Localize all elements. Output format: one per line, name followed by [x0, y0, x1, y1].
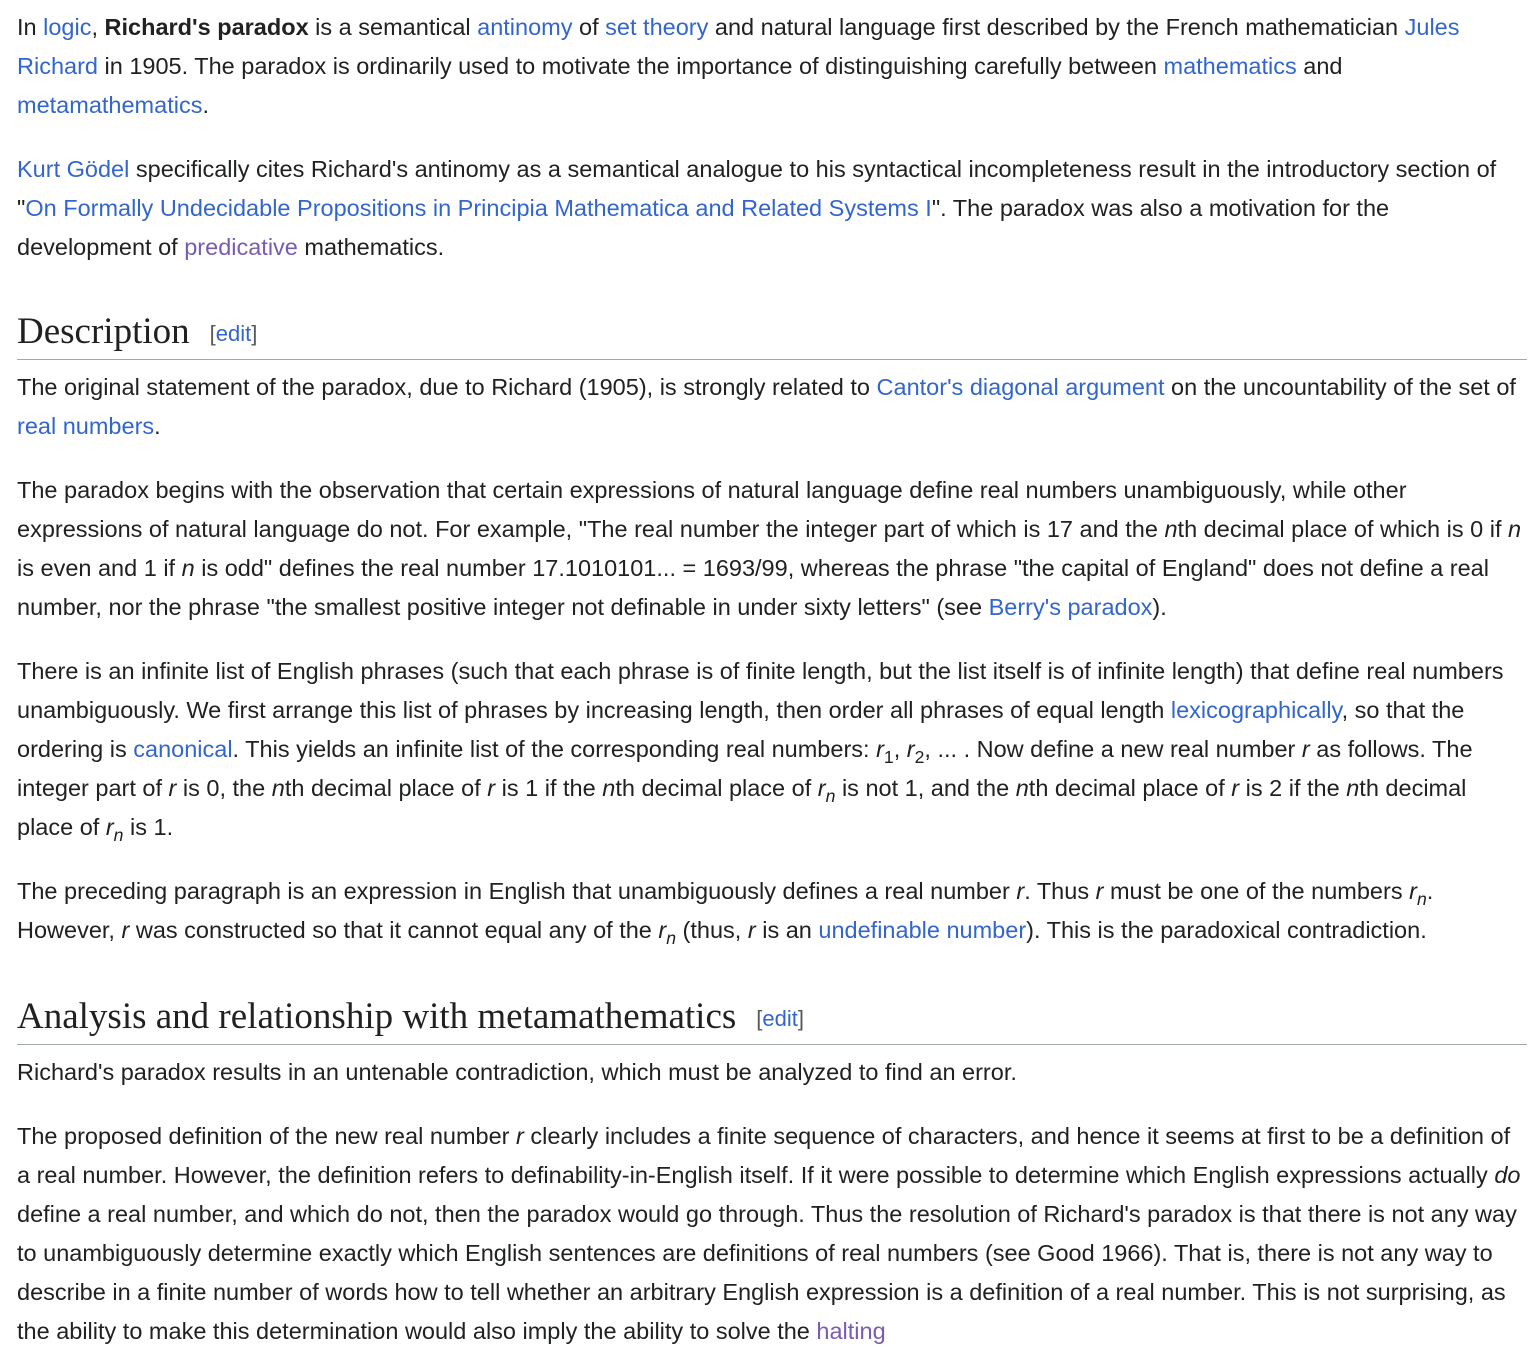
- edit-link[interactable]: edit: [215, 321, 252, 346]
- description-paragraph-2: [17, 471, 1527, 627]
- text: as follows. The integer part of: [17, 736, 1473, 801]
- link-cantors-diagonal-argument[interactable]: Cantor's diagonal argument: [876, 374, 1165, 400]
- text: mathematics.: [297, 234, 445, 260]
- text: is 1 if the: [495, 775, 603, 801]
- link-antinomy[interactable]: antinomy: [477, 14, 573, 40]
- text: of: [572, 14, 606, 40]
- text: th decimal place of: [1028, 775, 1232, 801]
- intro-paragraph-1: [17, 8, 1527, 125]
- math-var: r: [487, 775, 496, 801]
- text: . Thus: [1024, 878, 1096, 904]
- text: The preceding paragraph is an expression in English that unambiguously defines a real number: [17, 878, 1017, 904]
- text: There is an infinite list of English phrases (such that each phrase is of finite length, but the list itself is of infinite length) that define real numbers unambiguously. We first arrange this list of phrases by increasing length, then order all phrases of equal length: [17, 658, 1504, 723]
- math-var: r: [1095, 878, 1104, 904]
- text: The paradox begins with the observation that certain expressions of natural language define real numbers unambiguously, while other expressions of natural language do not. For example, "The real number the integer part of which is 17 and the: [17, 477, 1407, 542]
- math-var: n: [271, 775, 285, 801]
- link-on-formally-undecidable[interactable]: On Formally Undecidable Propositions in Principia Mathematica and Related Systems I: [25, 195, 932, 221]
- text: The original statement of the paradox, due to Richard (1905), is strongly related to: [17, 374, 877, 400]
- text: th decimal place of: [284, 775, 488, 801]
- text: is odd" defines the real number 17.1010101... = 1693/99, whereas the phrase "the capital of England" does not define a real number, nor the phrase "the smallest positive integer not definable in under sixty letters" (see: [17, 555, 1489, 620]
- link-berrys-paradox[interactable]: Berry's paradox: [988, 594, 1153, 620]
- text: th decimal place of which is 0 if: [1177, 516, 1509, 542]
- text: was constructed so that it cannot equal any of the: [129, 917, 659, 943]
- math-var: r: [121, 917, 130, 943]
- math-subscript: 2: [914, 747, 925, 768]
- link-canonical[interactable]: canonical: [133, 736, 233, 762]
- math-var: r: [516, 1123, 524, 1149]
- text: is a semantical: [308, 14, 478, 40]
- text: In: [17, 14, 44, 40]
- text: , ... . Now define a new real number: [924, 736, 1302, 762]
- math-var: r: [1231, 775, 1240, 801]
- link-real-numbers[interactable]: real numbers: [17, 413, 155, 439]
- text: is not 1, and the: [835, 775, 1016, 801]
- description-paragraph-1: [17, 368, 1527, 446]
- text: and natural language first described by the French mathematician: [708, 14, 1405, 40]
- text: ).: [1152, 594, 1167, 620]
- article-subject: Richard's paradox: [104, 14, 309, 40]
- math-var: r: [876, 736, 884, 762]
- math-var: r: [747, 917, 756, 943]
- text: specifically cites Richard's antinomy as a semantical analogue to his syntactical incompleteness result in the introductory section of ": [17, 156, 1497, 221]
- text: ,: [91, 14, 105, 40]
- link-kurt-godel[interactable]: Kurt Gödel: [17, 156, 130, 182]
- text: and: [1296, 53, 1343, 79]
- math-subscript: n: [666, 928, 677, 949]
- text: is 2 if the: [1239, 775, 1347, 801]
- text: .: [154, 413, 161, 439]
- edit-section-analysis: [edit]: [756, 1006, 805, 1031]
- heading-text: Description: [17, 311, 190, 352]
- text: . This yields an infinite list of the corresponding real numbers:: [232, 736, 877, 762]
- math-var: n: [181, 555, 195, 581]
- text: ". The paradox was also a motivation for the development of: [17, 195, 1390, 260]
- text: is 1.: [123, 814, 174, 840]
- text: (thus,: [676, 917, 748, 943]
- link-mathematics[interactable]: mathematics: [1163, 53, 1297, 79]
- link-jules-richard[interactable]: Jules Richard: [17, 14, 1460, 79]
- article-body: [17, 0, 1527, 1351]
- section-heading-description: [17, 307, 1527, 360]
- link-set-theory[interactable]: set theory: [605, 14, 709, 40]
- math-var: r: [658, 917, 667, 943]
- math-var: n: [602, 775, 616, 801]
- link-metamathematics[interactable]: metamathematics: [17, 92, 203, 118]
- math-var: r: [168, 775, 177, 801]
- text: th decimal place of: [17, 775, 1467, 840]
- emphasis: do: [1494, 1162, 1521, 1188]
- math-var: r: [1409, 878, 1417, 904]
- math-subscript: 1: [883, 747, 894, 768]
- math-var: n: [1508, 516, 1522, 542]
- text: clearly includes a finite sequence of characters, and hence it seems at first to be a definition of a real number. However, the definition refers to definability-in-English itself. If it were possible to determine which English expressions actually: [17, 1123, 1511, 1188]
- text: in 1905. The paradox is ordinarily used to motivate the importance of distinguishing carefully between: [97, 53, 1164, 79]
- edit-link[interactable]: edit: [762, 1006, 798, 1031]
- math-subscript: n: [1416, 889, 1427, 910]
- math-var: n: [1164, 516, 1178, 542]
- description-paragraph-3: [17, 652, 1527, 847]
- text: , so that the ordering is: [17, 697, 1465, 762]
- text: is 0, the: [176, 775, 272, 801]
- text: The proposed definition of the new real number: [17, 1123, 517, 1149]
- description-paragraph-4: [17, 872, 1527, 950]
- edit-section-description: [edit]: [209, 321, 258, 346]
- text: . However,: [17, 878, 1434, 943]
- text: must be one of the numbers: [1103, 878, 1410, 904]
- text: ,: [893, 736, 907, 762]
- section-heading-analysis: [17, 992, 1527, 1045]
- math-var: r: [1301, 736, 1310, 762]
- math-subscript: n: [825, 786, 836, 807]
- text: ). This is the paradoxical contradiction.: [1026, 917, 1427, 943]
- math-subscript: n: [113, 825, 124, 846]
- analysis-paragraph-2: [17, 1117, 1527, 1351]
- link-predicative[interactable]: predicative: [184, 234, 298, 260]
- link-halting-problem[interactable]: halting: [816, 1318, 886, 1344]
- intro-paragraph-2: [17, 150, 1527, 267]
- link-lexicographically[interactable]: lexicographically: [1170, 697, 1342, 723]
- math-var: r: [817, 775, 826, 801]
- text: on the uncountability of the set of: [1164, 374, 1516, 400]
- text: th decimal place of: [615, 775, 818, 801]
- analysis-paragraph-1: Richard's paradox results in an untenable contradiction, which must be analyzed to find an error.: [17, 1059, 1017, 1085]
- math-var: n: [1346, 775, 1360, 801]
- math-var: n: [1015, 775, 1029, 801]
- text: is an: [755, 917, 819, 943]
- math-var: r: [906, 736, 915, 762]
- heading-text: Analysis and relationship with metamathematics: [17, 996, 737, 1037]
- text: define a real number, and which do not, then the paradox would go through. Thus the resolution of Richard's paradox is that there is not any way to unambiguously determine exactly which English sentences are definitions of real numbers (see Good 1966). That is, there is not any way to describe in a finite number of words how to tell whether an arbitrary English expression is a definition of a real number. This is not surprising, as the ability to make this determination would also imply the ability to solve the: [17, 1201, 1517, 1344]
- link-logic[interactable]: logic: [43, 14, 92, 40]
- math-var: r: [1016, 878, 1025, 904]
- text: is even and 1 if: [17, 555, 182, 581]
- math-var: r: [105, 814, 114, 840]
- link-undefinable-number[interactable]: undefinable number: [818, 917, 1027, 943]
- text: .: [202, 92, 209, 118]
